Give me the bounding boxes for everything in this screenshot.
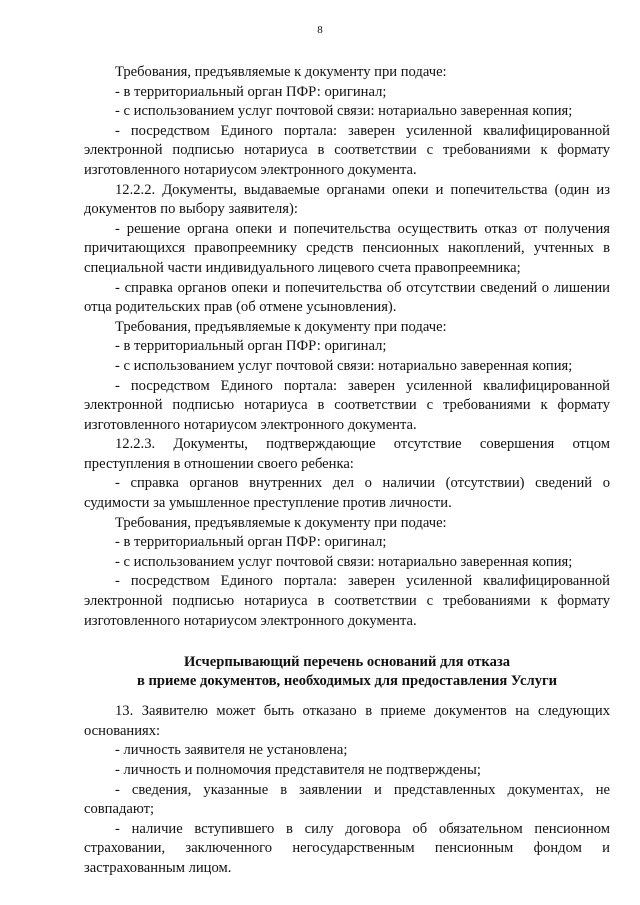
list-item: - в территориальный орган ПФР: оригинал;: [115, 534, 387, 551]
list-item: - посредством Единого портала: заверен усиленной квалифицированной электронной подписью нотариуса в соответствии с требованиями к формату изготовленного нотариусом электронного документа.: [84, 573, 610, 629]
list-item: - наличие вступившего в силу договора об обязательном пенсионном страховании, заключенного негосударственным пенсионным фондом и застрахованным лицом.: [84, 820, 610, 876]
section-heading-line: Исчерпывающий перечень оснований для отказа: [183, 654, 511, 671]
list-item: - личность заявителя не установлена;: [115, 742, 348, 759]
list-item: - посредством Единого портала: заверен усиленной квалифицированной электронной подписью нотариуса в соответствии с требованиями к формату изготовленного нотариусом электронного документа.: [84, 377, 610, 433]
page-number: 8: [317, 24, 323, 36]
list-item: - в территориальный орган ПФР: оригинал;: [115, 83, 387, 100]
spacer: [84, 631, 610, 650]
paragraph: Требования, предъявляемые к документу при подаче:: [115, 318, 447, 335]
list-item: - с использованием услуг почтовой связи: нотариально заверенная копия;: [115, 103, 573, 120]
list-item: - сведения, указанные в заявлении и представленных документах, не совпадают;: [84, 781, 610, 818]
paragraph: 13. Заявителю может быть отказано в приеме документов на следующих основаниях:: [84, 703, 610, 739]
list-item: - с использованием услуг почтовой связи: нотариально заверенная копия;: [115, 357, 573, 374]
list-item: - справка органов внутренних дел о наличии (отсутствии) сведений о судимости за умышленное преступление против личности.: [84, 475, 610, 512]
list-item: - личность и полномочия представителя не подтверждены;: [115, 762, 481, 778]
list-item: - справка органов опеки и попечительства об отсутствии сведений о лишении отца родительских прав (об отмене усыновления).: [84, 279, 610, 316]
section-heading: [84, 653, 610, 691]
list-item: - решение органа опеки и попечительства осуществить отказ от получения причитающихся правопреемнику средств пенсионных накоплений, учтенных в специальной части индивидуального лицевого счета правопреемника;: [84, 220, 610, 276]
list-item: - в территориальный орган ПФР: оригинал;: [115, 338, 387, 355]
paragraph: Требования, предъявляемые к документу при подаче:: [115, 514, 447, 531]
paragraph: 12.2.2. Документы, выдаваемые органами опеки и попечительства (один из документов по выбору заявителя):: [84, 181, 610, 218]
list-item: - посредством Единого портала: заверен усиленной квалифицированной электронной подписью нотариуса в соответствии с требованиями к формату изготовленного нотариусом электронного документа.: [84, 122, 610, 178]
list-item: - с использованием услуг почтовой связи: нотариально заверенная копия;: [115, 553, 573, 570]
document-body: [84, 63, 610, 879]
paragraph: 12.2.3. Документы, подтверждающие отсутствие совершения отцом преступления в отношении своего ребенка:: [84, 436, 610, 472]
paragraph: Требования, предъявляемые к документу при подаче:: [115, 64, 447, 80]
section-heading-line: в приеме документов, необходимых для предоставления Услуги: [136, 673, 558, 690]
